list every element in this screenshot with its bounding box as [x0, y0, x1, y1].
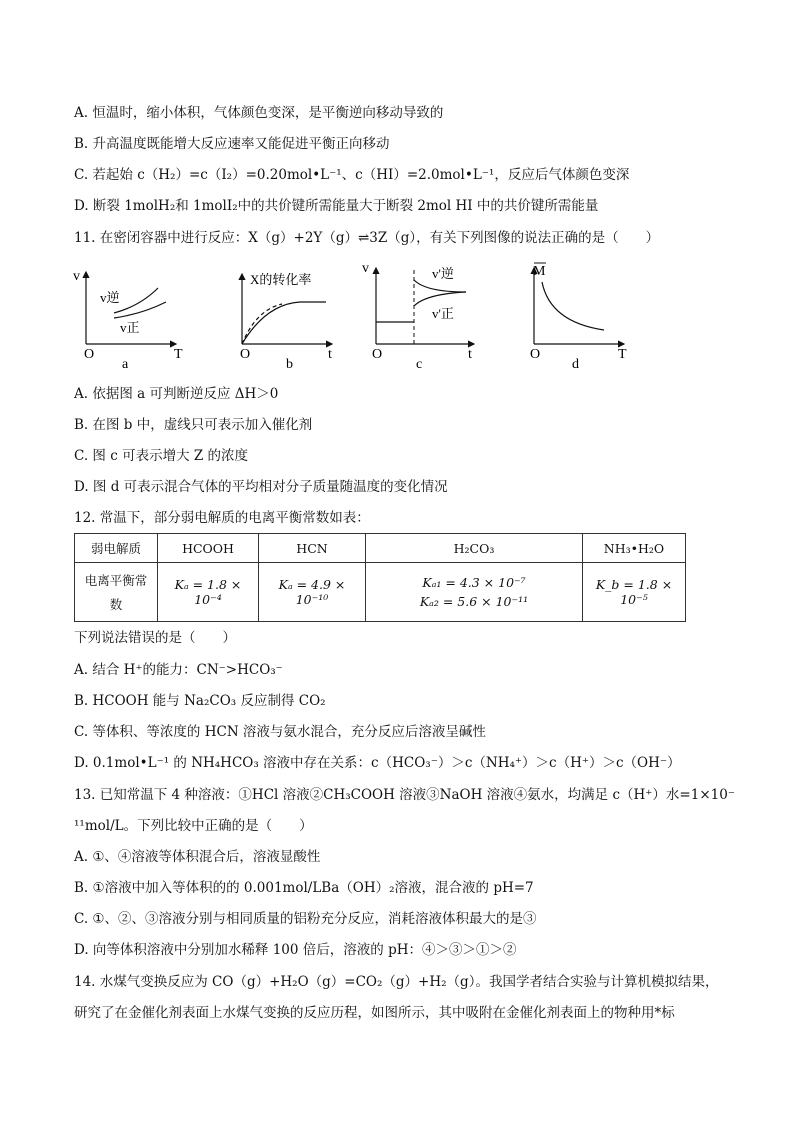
graph-c-origin: O — [372, 347, 383, 362]
q12-question: 下列说法错误的是（ ） — [74, 630, 236, 646]
q11-graphs-svg — [70, 258, 670, 376]
cell-h2co3-ka1: Kₐ₁ = 4.3 × 10⁻⁷ — [422, 575, 526, 590]
graph-c-caption: c — [416, 357, 423, 372]
q14-line-1: 14. 水煤气变换反应为 CO（g）+H₂O（g）=CO₂（g）+H₂（g）。我国学者结合实验与计算机模拟结果， — [74, 974, 719, 990]
q11-graphs — [70, 258, 670, 376]
header-electrolyte: 弱电解质 — [75, 534, 158, 563]
cell-nh3-kb: K_b = 1.8 × 10⁻⁵ — [583, 563, 686, 622]
q13-option-d: D. 向等体积溶液中分别加水稀释 100 倍后，溶液的 pH：④＞③＞①＞② — [74, 942, 517, 958]
graph-b-caption: b — [286, 357, 293, 372]
graph-d-caption: d — [572, 357, 579, 372]
graph-d-x-label: T — [618, 347, 627, 362]
graph-a-caption: a — [122, 357, 129, 372]
graph-a-label-2: v正 — [120, 320, 140, 335]
q11-option-b: B. 在图 b 中，虚线只可表示加入催化剂 — [74, 417, 313, 433]
graph-b-x-label: t — [328, 347, 332, 362]
curve-solid — [242, 302, 326, 344]
graph-a-origin: O — [84, 347, 95, 362]
curve-m — [542, 282, 604, 330]
q10-option-d: D. 断裂 1molH₂和 1molI₂中的共价键所需能量大于断裂 2mol HI 中的共价键所需能量 — [74, 198, 599, 214]
row-label-line-2: 数 — [109, 597, 123, 612]
q12-option-b: B. HCOOH 能与 Na₂CO₃ 反应制得 CO₂ — [74, 693, 326, 709]
q13-stem-line-1: 13. 已知常温下 4 种溶液：①HCl 溶液②CH₃COOH 溶液③NaOH 溶液④氨水，均满足 c（H⁺）水=1×10⁻ — [74, 787, 735, 803]
q11-stem: 11. 在密闭容器中进行反应：X（g）+2Y（g）⇌3Z（g），有关下列图像的说法正确的是（ ） — [74, 230, 660, 246]
curve-v-reverse-prime — [414, 280, 466, 292]
graph-b-origin: O — [240, 347, 251, 362]
graph-c-label-1: v'逆 — [432, 266, 454, 281]
header-hcn: HCN — [259, 534, 366, 563]
graph-c-y-label: v — [362, 261, 369, 276]
graph-a-x-label: T — [174, 347, 183, 362]
header-h2co3: H₂CO₃ — [366, 534, 583, 563]
row-label-line-1: 电离平衡常 — [84, 573, 148, 588]
q12-option-d: D. 0.1mol•L⁻¹ 的 NH₄HCO₃ 溶液中存在关系：c（HCO₃⁻）＞c（NH₄⁺）＞c（H⁺）＞c（OH⁻） — [74, 755, 681, 771]
graph-a — [73, 269, 183, 372]
q14-line-2: 研究了在金催化剂表面上水煤气变换的反应历程，如图所示，其中吸附在金催化剂表面上的物种用*标 — [74, 1005, 675, 1021]
graph-a-y-label: v — [73, 269, 80, 284]
q11-option-c: C. 图 c 可表示增大 Z 的浓度 — [74, 448, 249, 464]
graph-d — [530, 263, 627, 372]
q10-option-b: B. 升高温度既能增大反应速率又能促进平衡正向移动 — [74, 136, 390, 152]
cell-h2co3-ka2: Kₐ₂ = 5.6 × 10⁻¹¹ — [419, 594, 529, 609]
q11-option-d: D. 图 d 可表示混合气体的平均相对分子质量随温度的变化情况 — [74, 479, 448, 495]
header-hcooh: HCOOH — [158, 534, 259, 563]
row-label — [75, 563, 158, 622]
cell-hcooh-ka: Kₐ = 1.8 × 10⁻⁴ — [158, 563, 259, 622]
curve-dashed — [242, 304, 282, 344]
graph-d-y-label: M — [533, 264, 546, 279]
q12-option-c: C. 等体积、等浓度的 HCN 溶液与氨水混合，充分反应后溶液呈碱性 — [74, 724, 486, 740]
q13-option-a: A. ①、④溶液等体积混合后，溶液显酸性 — [74, 849, 321, 865]
curve-v-forward-prime — [414, 292, 466, 306]
q11-option-a: A. 依据图 a 可判断逆反应 ΔH＞0 — [74, 386, 279, 402]
ionization-constant-table — [74, 533, 686, 622]
graph-c — [362, 261, 474, 372]
cell-hcn-ka: Kₐ = 4.9 × 10⁻¹⁰ — [259, 563, 366, 622]
table-row — [75, 563, 686, 622]
graph-a-label-1: v逆 — [100, 290, 120, 305]
q10-option-c: C. 若起始 c（H₂）=c（I₂）=0.20mol•L⁻¹、c（HI）=2.0mol•L⁻¹，反应后气体颜色变深 — [74, 167, 630, 183]
table-header-row — [75, 534, 686, 563]
graph-d-origin: O — [530, 347, 541, 362]
q12-stem: 12. 常温下，部分弱电解质的电离平衡常数如表： — [74, 510, 370, 526]
q13-option-c: C. ①、②、③溶液分别与相同质量的铝粉充分反应，消耗溶液体积最大的是③ — [74, 911, 537, 927]
graph-c-x-label: t — [468, 347, 472, 362]
q13-option-b: B. ①溶液中加入等体积的的 0.001mol/LBa（OH）₂溶液，混合液的 pH=7 — [74, 880, 534, 896]
curve-v-reverse — [114, 288, 158, 313]
graph-c-label-2: v'正 — [432, 306, 454, 321]
graph-b — [240, 272, 332, 372]
q10-option-a: A. 恒温时，缩小体积，气体颜色变深，是平衡逆向移动导致的 — [74, 105, 444, 121]
graph-b-title: X的转化率 — [250, 272, 312, 287]
header-nh3h2o: NH₃•H₂O — [583, 534, 686, 563]
q13-stem-line-2: ¹¹mol/L。下列比较中正确的是（ ） — [74, 818, 313, 834]
cell-h2co3-ka — [366, 563, 583, 622]
q12-option-a: A. 结合 H⁺的能力：CN⁻>HCO₃⁻ — [74, 662, 283, 678]
